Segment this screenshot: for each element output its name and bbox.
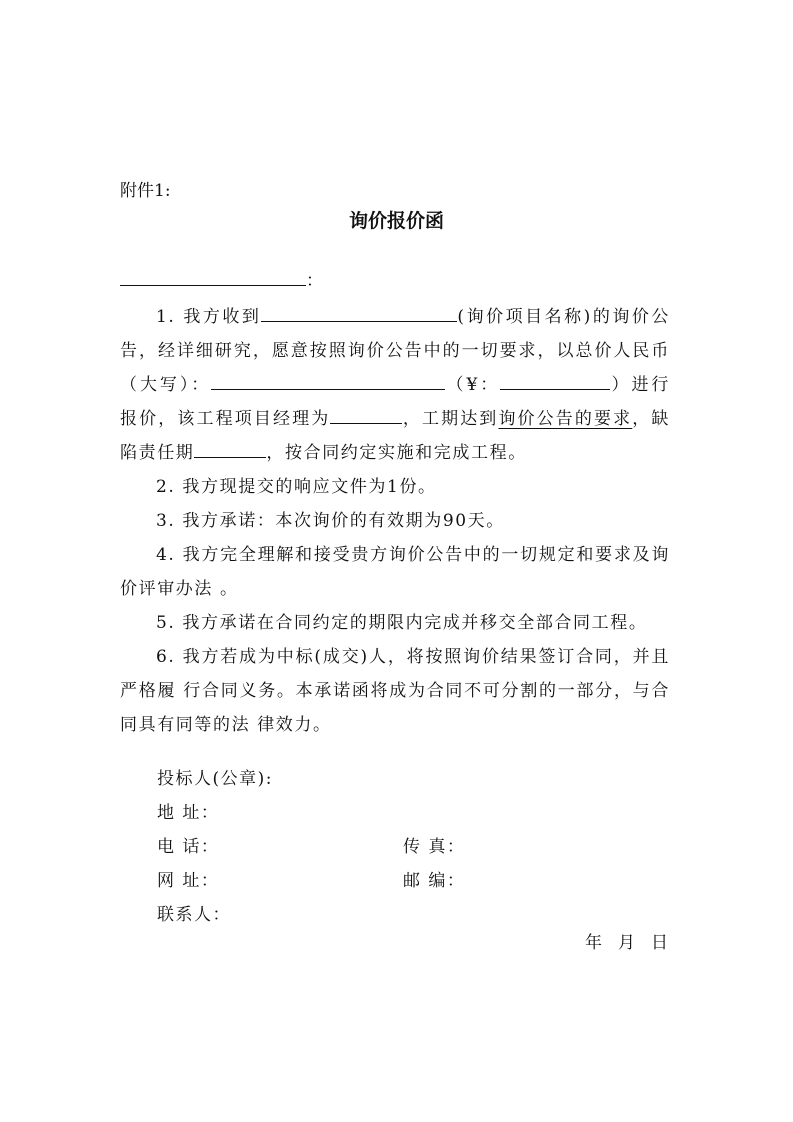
page-title: 询价报价函 — [348, 210, 444, 232]
postcode-label: 邮 编： — [403, 871, 466, 891]
fax-label: 传 真： — [403, 837, 466, 857]
bidder-label: 投标人(公章): — [157, 769, 273, 789]
attachment-label: 附件1: — [120, 181, 171, 201]
website-label: 网 址： — [157, 871, 220, 891]
addressee-blank[interactable] — [120, 267, 306, 286]
letter-body — [120, 300, 670, 742]
bidder-info — [157, 762, 677, 932]
total-price-figures-blank[interactable] — [500, 371, 610, 390]
project-manager-blank[interactable] — [330, 405, 402, 424]
clause-3: 3. 我方承诺：本次询价的有效期为90天。 — [156, 511, 505, 531]
project-name-blank[interactable] — [261, 303, 457, 322]
phone-fax-row — [157, 830, 677, 864]
contact-label: 联系人： — [157, 905, 231, 925]
date-month: 月 — [618, 933, 637, 953]
addressee-line — [120, 266, 323, 291]
date-day: 日 — [651, 933, 670, 953]
clause-1-text-b: (询价项目名称)的询价公告，经详细研究，愿意按照询价公告中的一切要求，以总价人民币（大写）： — [120, 307, 670, 395]
website-postcode-row — [157, 864, 677, 898]
address-label: 地 址： — [157, 803, 220, 823]
clause-1-text-g: ，按合同约定实施和完成工程。 — [266, 443, 527, 463]
clause-6: 6. 我方若成为中标(成交)人，将按照询价结果签订合同，并且严格履 行合同义务。本承诺函将成为合同不可分割的一部分，与合同具有同等的法 律效力。 — [120, 647, 670, 735]
clause-1-text-e: ，工期达到 — [402, 409, 499, 429]
clause-1-text-a: 1. 我方收到 — [156, 307, 262, 327]
contact-row — [157, 898, 677, 932]
clause-1-text-f: ，缺陷责任期 — [120, 409, 671, 463]
addressee-colon: ： — [306, 271, 323, 291]
clause-1 — [120, 300, 670, 470]
total-price-words-blank[interactable] — [211, 371, 445, 390]
clause-1-text-c: （¥： — [445, 375, 501, 395]
phone-label: 电 话： — [157, 837, 220, 857]
date-line — [585, 928, 670, 953]
clause-4: 4. 我方完全理解和接受贵方询价公告中的一切规定和要求及询价评审办法 。 — [120, 545, 670, 599]
address-row — [157, 796, 677, 830]
defect-liability-period-blank[interactable] — [194, 439, 266, 458]
clause-1-text-d: ）进行报价，该工程项目经理为 — [120, 375, 671, 429]
clause-5: 5. 我方承诺在合同约定的期限内完成并移交全部合同工程。 — [156, 613, 648, 633]
bidder-row — [157, 762, 677, 796]
clause-2: 2. 我方现提交的响应文件为1份。 — [156, 477, 437, 497]
date-year: 年 — [585, 933, 604, 953]
clause-1-underlined-text: 询价公告的要求 — [498, 409, 633, 429]
